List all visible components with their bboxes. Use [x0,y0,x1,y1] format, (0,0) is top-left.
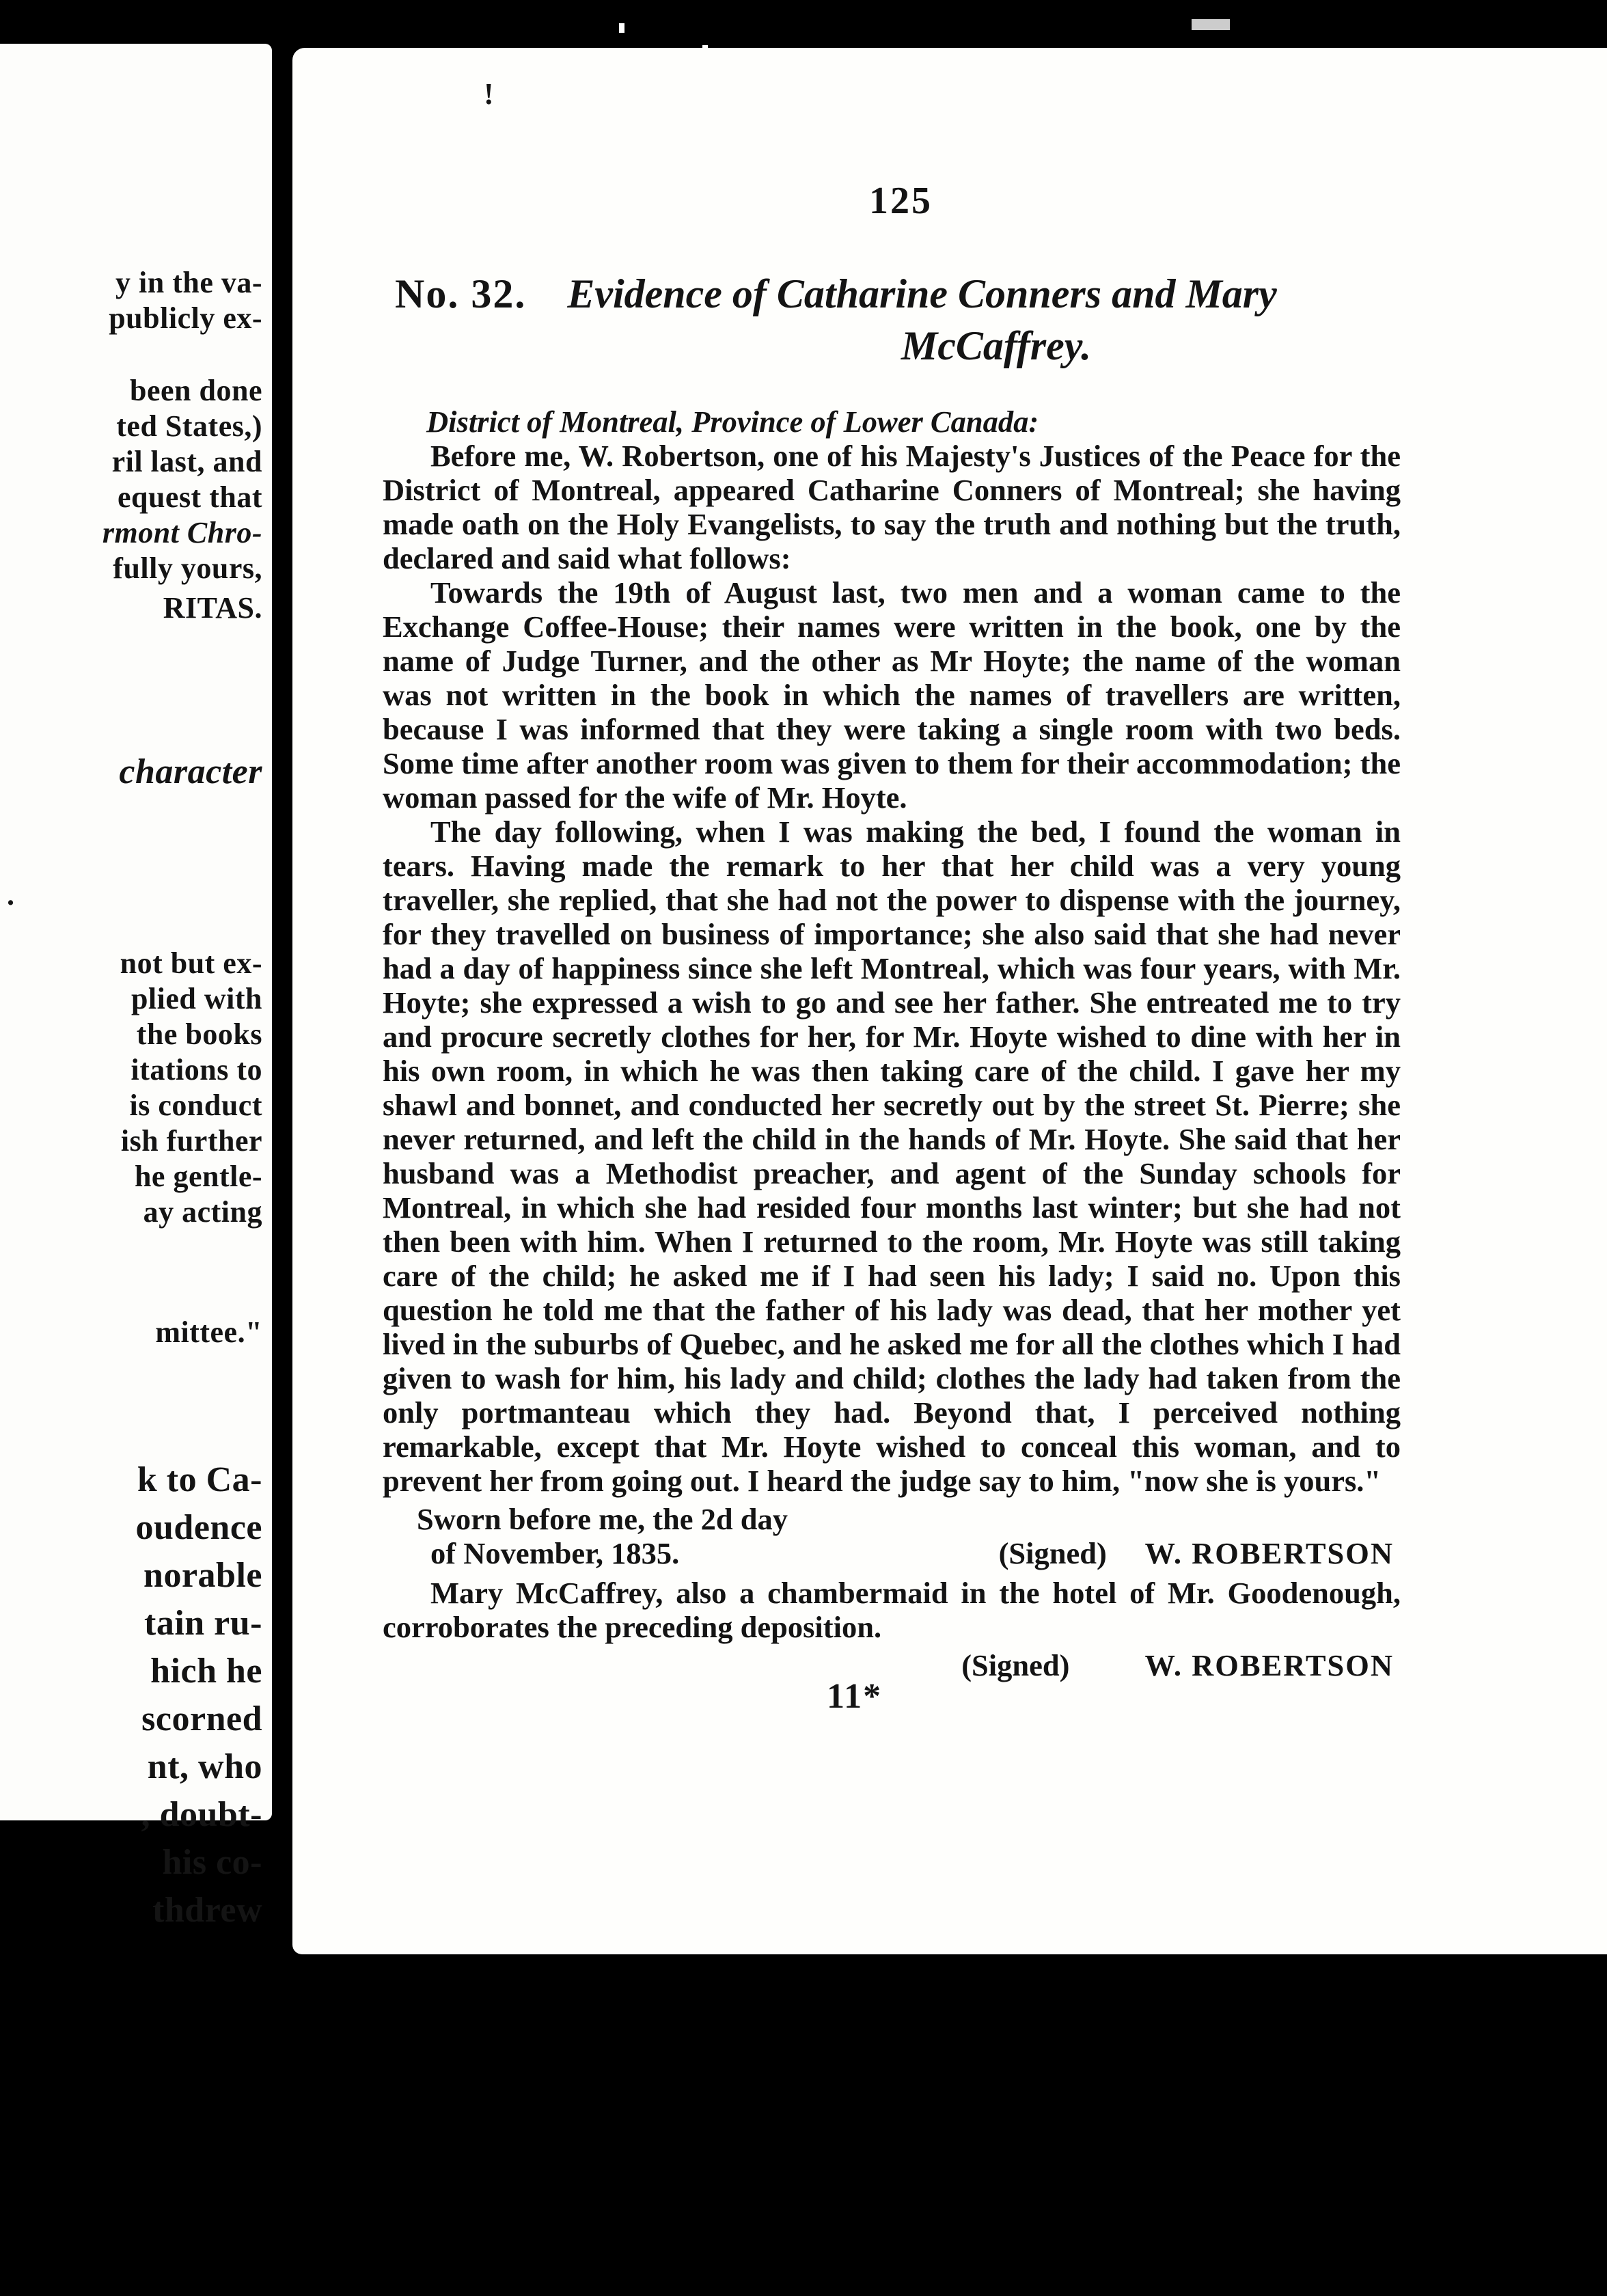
left-page-line: ted States,) [116,409,262,443]
page-number: 125 [869,180,933,222]
left-page-line: , doubt- [141,1795,262,1834]
left-page-line: is conduct [129,1089,262,1122]
document-title-continued: McCaffrey. [901,323,1092,368]
document-heading [395,268,1420,372]
document-number: No. 32. [395,271,527,316]
scan-mark [619,23,624,33]
sheet-signature-mark: 11* [827,1677,883,1716]
left-page-line: hich he [150,1652,262,1691]
paragraph: Towards the 19th of August last, two men and a woman came to the Exchange Coffee-House; their names were written in the book, one by the name of Judge Turner, and the other as Mr Hoyte; the name of the woman was not written in the book in which the names of travellers are written, because I was informed that they were taking a single room with two beds. Some time after another room was given to them for their accommodation; the woman passed for the wife of Mr. Hoyte. [383,575,1401,815]
document-title: Evidence of Catharine Conners and Mary [567,271,1277,316]
left-page-line: ay acting [143,1195,262,1229]
left-page-line: ril last, and [111,445,262,478]
left-page-line: y in the va- [115,266,262,299]
left-page-line: publicly ex- [109,301,262,335]
district-line: District of Montreal, Province of Lower Canada: [426,405,1039,439]
left-page-line: equest that [117,480,262,514]
left-page-line: nt, who [147,1747,262,1786]
left-page-line: character [119,752,262,791]
left-page-line: fully yours, [113,551,262,585]
signature-line [383,1648,1401,1682]
signed-label: (Signed) [998,1536,1107,1570]
left-page-line: itations to [131,1053,262,1086]
paragraph: Mary McCaffrey, also a chambermaid in the hotel of Mr. Goodenough, corroborates the preceding deposition. [383,1576,1401,1644]
left-page-line: scorned [141,1699,262,1738]
deposition-text [383,405,1401,1714]
left-page-line: he gentle- [134,1160,262,1193]
paragraph: The day following, when I was making the bed, I found the woman in tears. Having made the remark to her that her child was a very young traveller, she replied, that she had not the power to dispense with the journey, for they travelled on business of importance; she also said that she had never had a day of happiness since she left Montreal, which was four years, with Mr. Hoyte; she expressed a wish to go and see her father. She entreated me to try and procure secretly clothes for her, for Mr. Hoyte wished to dine with her in his own room, in which he was then taking care of the child. I gave her my shawl and bonnet, and conducted her secretly out by the street St. Pierre; she never returned, and left the child in the hands of Mr. Hoyte. She said that her husband was a Methodist preacher, and agent of the Sunday schools for Montreal, in which she had resided four months last winter; but she had not then been with him. When I returned to the room, Mr. Hoyte was still taking care of the child; he asked me if I had seen his lady; I said no. Upon this question he told me that the father of his lady was dead, that her mother yet lived in the suburbs of Quebec, and he asked me for all the clothes which I had given to wash for him, his lady and child; clothes the lady had taken from the only portmanteau which they had. Beyond that, I perceived nothing remarkable, except that Mr. Hoyte wished to conceal this woman, and to prevent her from going out. I heard the judge say to him, "now she is yours." [383,815,1401,1498]
top-mark: ! [484,77,494,111]
left-page-line: the books [136,1017,262,1051]
signed-label: (Signed) [961,1648,1070,1682]
left-page-line: not but ex- [120,946,262,980]
scan-mark [1192,19,1230,30]
left-page-line: plied with [131,982,262,1015]
left-page-line: been done [130,374,262,407]
sworn-line: Sworn before me, the 2d day [417,1502,788,1536]
signature-name: W. ROBERTSON [1144,1536,1394,1570]
sworn-date: of November, 1835. [430,1536,680,1570]
left-page-line: oudence [135,1508,262,1547]
left-page-line: k to Ca- [137,1460,262,1499]
left-page-line: thdrew [152,1891,262,1930]
left-page-line: mittee." [155,1315,262,1349]
left-page-line: RITAS. [163,591,262,625]
signature-block [999,1536,1394,1570]
left-page-line: ish further [120,1124,262,1158]
left-page-line: rmont Chro- [102,516,262,549]
paragraph: Before me, W. Robertson, one of his Majesty's Justices of the Peace for the District of Montreal, appeared Catharine Conners of Montreal; she having made oath on the Holy Evangelists, to say the truth and nothing but the truth, declared and said what follows: [383,439,1401,575]
left-page-fragment [0,44,272,1930]
signature-name: W. ROBERTSON [1144,1648,1394,1682]
signature-line [383,1536,1401,1570]
left-page-line: tain ru- [144,1604,262,1643]
left-page-line: . [7,878,15,912]
left-page-line: his co- [162,1843,262,1882]
left-page-line: norable [143,1556,262,1595]
